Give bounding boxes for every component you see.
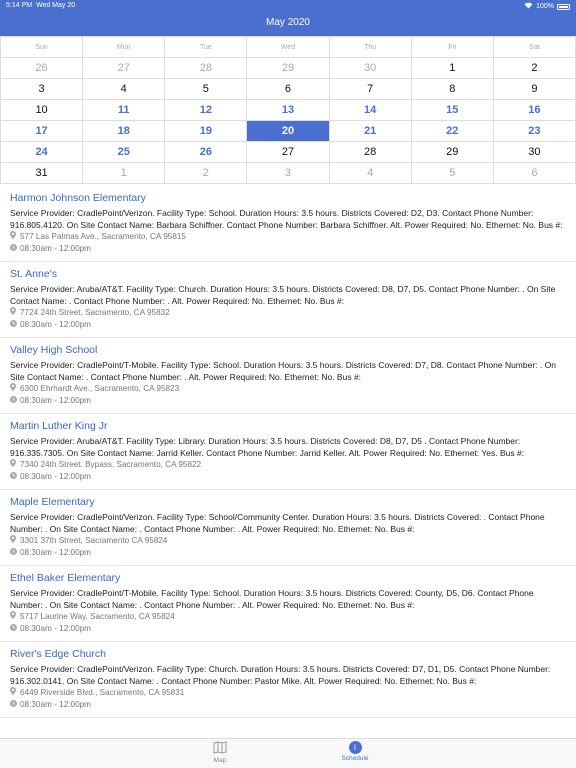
- calendar-day[interactable]: 4: [329, 163, 411, 184]
- weekday-label: Sat: [493, 37, 575, 58]
- calendar-day[interactable]: 28: [329, 142, 411, 163]
- event-address-row: [10, 687, 566, 699]
- tab-schedule[interactable]: [315, 741, 395, 762]
- calendar-week-row: [1, 163, 576, 184]
- event-time-row: [10, 699, 566, 711]
- event-address: 577 Las Palmas Ave., Sacramento, CA 95815: [20, 232, 186, 241]
- calendar-day[interactable]: 25: [83, 142, 165, 163]
- page-title: May 2020: [266, 17, 310, 28]
- tab-map[interactable]: [180, 741, 260, 764]
- calendar-day[interactable]: 9: [493, 79, 575, 100]
- calendar-day[interactable]: 24: [1, 142, 83, 163]
- event-address-row: [10, 535, 566, 547]
- event-description: Service Provider: Aruba/AT&T. Facility Type: Library. Duration Hours: 3.5 hours. Districts Covered: D8, D7, D5 . Contact Phone Number: 916.335.7305. On Site Contact Name: Jarrid Keller. Contact Phone Number: Jarrid Keller. Alt. Power Required: No. Ethernet: Yes. Bus #:: [10, 436, 525, 458]
- calendar-day[interactable]: 15: [411, 100, 493, 121]
- clock-icon: [10, 395, 20, 407]
- event-time-row: [10, 395, 566, 407]
- event-list-item[interactable]: [0, 262, 576, 338]
- calendar-day[interactable]: 14: [329, 100, 411, 121]
- event-address: 3301 37th Street, Sacramento CA 95824: [20, 536, 168, 545]
- weekday-header-row: [1, 37, 576, 58]
- event-list-item[interactable]: [0, 490, 576, 566]
- event-time: 08:30am - 12:00pm: [20, 700, 92, 709]
- calendar-day[interactable]: 1: [83, 163, 165, 184]
- calendar-day[interactable]: 1: [411, 58, 493, 79]
- event-address: 7340 24th Street. Bypass, Sacramento, CA 95822: [20, 460, 202, 469]
- calendar-day[interactable]: 27: [83, 58, 165, 79]
- calendar-day[interactable]: 2: [165, 163, 247, 184]
- calendar-week-row: [1, 100, 576, 121]
- battery-percent: 100%: [536, 3, 554, 10]
- event-description: Service Provider: CradlePoint/Verizon. Facility Type: School. Duration Hours: 3.5 hours. Districts Covered: D2, D3. Contact Phone Number: 916.805.4120. On Site Contact Name: Barbara Schiffner. Contact Phone Number: Barbara Schiffner. Alt. Power Required: No. Ethernet: No. Bus #:: [10, 208, 563, 230]
- calendar-week-row: [1, 121, 576, 142]
- event-description: Service Provider: CradlePoint/T-Mobile. Facility Type: School. Duration Hours: 3.5 hours. Districts Covered: County, D5, D6. Contact Phone Number: . On Site Contact Name: . Contact Phone Number: . Alt. Power Required: No. Ethernet: No. Bus #:: [10, 588, 534, 610]
- event-list-item[interactable]: [0, 338, 576, 414]
- clock-icon: [10, 623, 20, 635]
- event-time-row: [10, 319, 566, 331]
- calendar-day[interactable]: 13: [247, 100, 329, 121]
- event-address: 6449 Riverside Blvd., Sacramento, CA 95831: [20, 688, 185, 697]
- map-icon: [180, 741, 260, 756]
- event-address-row: [10, 611, 566, 623]
- tab-bar: [0, 738, 576, 768]
- event-address-row: [10, 231, 566, 243]
- status-right: [524, 2, 570, 11]
- calendar-day[interactable]: 31: [1, 163, 83, 184]
- event-list[interactable]: [0, 186, 576, 738]
- weekday-label: Tue: [165, 37, 247, 58]
- event-address-row: [10, 307, 566, 319]
- calendar-day[interactable]: 4: [83, 79, 165, 100]
- info-icon: i: [349, 741, 362, 754]
- calendar-day[interactable]: 8: [411, 79, 493, 100]
- calendar-day[interactable]: 17: [1, 121, 83, 142]
- event-name[interactable]: Harmon Johnson Elementary: [10, 192, 146, 204]
- calendar-day[interactable]: 26: [165, 142, 247, 163]
- event-time-row: [10, 471, 566, 483]
- calendar-day[interactable]: 29: [411, 142, 493, 163]
- calendar-day[interactable]: 16: [493, 100, 575, 121]
- event-time: 08:30am - 12:00pm: [20, 624, 92, 633]
- event-time: 08:30am - 12:00pm: [20, 244, 92, 253]
- location-pin-icon: [10, 231, 20, 243]
- calendar-day[interactable]: 19: [165, 121, 247, 142]
- calendar-day[interactable]: 30: [493, 142, 575, 163]
- event-name[interactable]: River's Edge Church: [10, 648, 106, 660]
- battery-icon: [557, 4, 570, 10]
- tab-schedule-label: Schedule: [341, 755, 369, 762]
- event-name[interactable]: Ethel Baker Elementary: [10, 572, 121, 584]
- clock-icon: [10, 319, 20, 331]
- calendar-day[interactable]: 6: [493, 163, 575, 184]
- event-time-row: [10, 623, 566, 635]
- event-description: Service Provider: Aruba/AT&T. Facility Type: Church. Duration Hours: 3.5 hours. Districts Covered: D8, D7, D5. Contact Phone Number: . On Site Contact Name: . Contact Phone Number: . Alt. Power Required: No. Ethernet: No. Bus #:: [10, 284, 556, 306]
- event-list-item[interactable]: [0, 414, 576, 490]
- location-pin-icon: [10, 611, 20, 623]
- event-time: 08:30am - 12:00pm: [20, 320, 92, 329]
- calendar-day[interactable]: 11: [83, 100, 165, 121]
- location-pin-icon: [10, 307, 20, 319]
- status-time-date: [6, 2, 75, 9]
- calendar-day[interactable]: 27: [247, 142, 329, 163]
- event-description: Service Provider: CradlePoint/T-Mobile. Facility Type: School. Duration Hours: 3.5 hours. Districts Covered: D7, D8. Contact Phone Number: . On Site Contact Name: . Contact Phone Number: . Alt. Power Required: No. Ethernet: No. Bus #:: [10, 360, 556, 382]
- clock-icon: [10, 471, 20, 483]
- calendar-day[interactable]: 21: [329, 121, 411, 142]
- calendar-week-row: [1, 79, 576, 100]
- event-time-row: [10, 243, 566, 255]
- calendar-day[interactable]: 29: [247, 58, 329, 79]
- status-date: Wed May 20: [35, 2, 76, 9]
- calendar-day[interactable]: 12: [165, 100, 247, 121]
- calendar-week-row: [1, 58, 576, 79]
- event-time: 08:30am - 12:00pm: [20, 548, 92, 557]
- status-bar: [0, 0, 576, 11]
- calendar-day[interactable]: 22: [411, 121, 493, 142]
- calendar-day[interactable]: 3: [1, 79, 83, 100]
- wifi-icon: [524, 2, 533, 11]
- weekday-label: Sun: [1, 37, 83, 58]
- calendar-day[interactable]: 30: [329, 58, 411, 79]
- weekday-label: Thu: [329, 37, 411, 58]
- location-pin-icon: [10, 383, 20, 395]
- location-pin-icon: [10, 535, 20, 547]
- event-description: Service Provider: CradlePoint/Verizon. Facility Type: Church. Duration Hours: 3.5 hours. Districts Covered: D7, D1, D5. Contact Phone Number: 916.302.0141. On Site Contact Name: . Contact Phone Number: Pastor Mike. Alt. Power Required: No. Ethernet: No. Bus #:: [10, 664, 551, 686]
- calendar-day[interactable]: 28: [165, 58, 247, 79]
- calendar-day[interactable]: 3: [247, 163, 329, 184]
- weekday-label: Mon: [83, 37, 165, 58]
- calendar-day[interactable]: 26: [1, 58, 83, 79]
- event-address-row: [10, 383, 566, 395]
- header-bar: [0, 0, 576, 36]
- calendar-week-row: [1, 142, 576, 163]
- event-address: 6300 Ehrhardt Ave., Sacramento, CA 95823: [20, 384, 180, 393]
- calendar-day[interactable]: 2: [493, 58, 575, 79]
- event-list-item[interactable]: [0, 642, 576, 718]
- calendar-day-selected[interactable]: 20: [247, 121, 329, 142]
- calendar-day[interactable]: 18: [83, 121, 165, 142]
- event-list-item[interactable]: [0, 566, 576, 642]
- clock-icon: [10, 547, 20, 559]
- calendar-day[interactable]: 7: [329, 79, 411, 100]
- location-pin-icon: [10, 687, 20, 699]
- event-name[interactable]: Valley High School: [10, 344, 98, 356]
- calendar-day[interactable]: 6: [247, 79, 329, 100]
- event-name[interactable]: Maple Elementary: [10, 496, 95, 508]
- calendar-day[interactable]: 5: [165, 79, 247, 100]
- event-address: 5717 Laurine Way, Sacramento, CA 95824: [20, 612, 175, 621]
- calendar-day[interactable]: 23: [493, 121, 575, 142]
- event-name[interactable]: St. Anne's: [10, 268, 57, 280]
- event-list-item[interactable]: [0, 186, 576, 262]
- event-address-row: [10, 459, 566, 471]
- calendar: [0, 36, 576, 184]
- tab-map-label: Map: [213, 757, 227, 764]
- status-time: 5:14 PM: [6, 2, 33, 9]
- event-time-row: [10, 547, 566, 559]
- clock-icon: [10, 699, 20, 711]
- location-pin-icon: [10, 459, 20, 471]
- event-time: 08:30am - 12:00pm: [20, 396, 92, 405]
- event-address: 7724 24th Street, Sacramento, CA 95832: [20, 308, 170, 317]
- event-time: 08:30am - 12:00pm: [20, 472, 92, 481]
- clock-icon: [10, 243, 20, 255]
- event-description: Service Provider: CradlePoint/Verizon. Facility Type: School/Community Center. Duration Hours: 3.5 hours. Districts Covered: . Contact Phone Number: . On Site Contact Name: . Contact Phone Number: . Alt. Power Required: No. Ethernet: No. Bus #:: [10, 512, 545, 534]
- weekday-label: Wed: [247, 37, 329, 58]
- calendar-day[interactable]: 5: [411, 163, 493, 184]
- event-name[interactable]: Martin Luther King Jr: [10, 420, 108, 432]
- calendar-day[interactable]: 10: [1, 100, 83, 121]
- weekday-label: Fri: [411, 37, 493, 58]
